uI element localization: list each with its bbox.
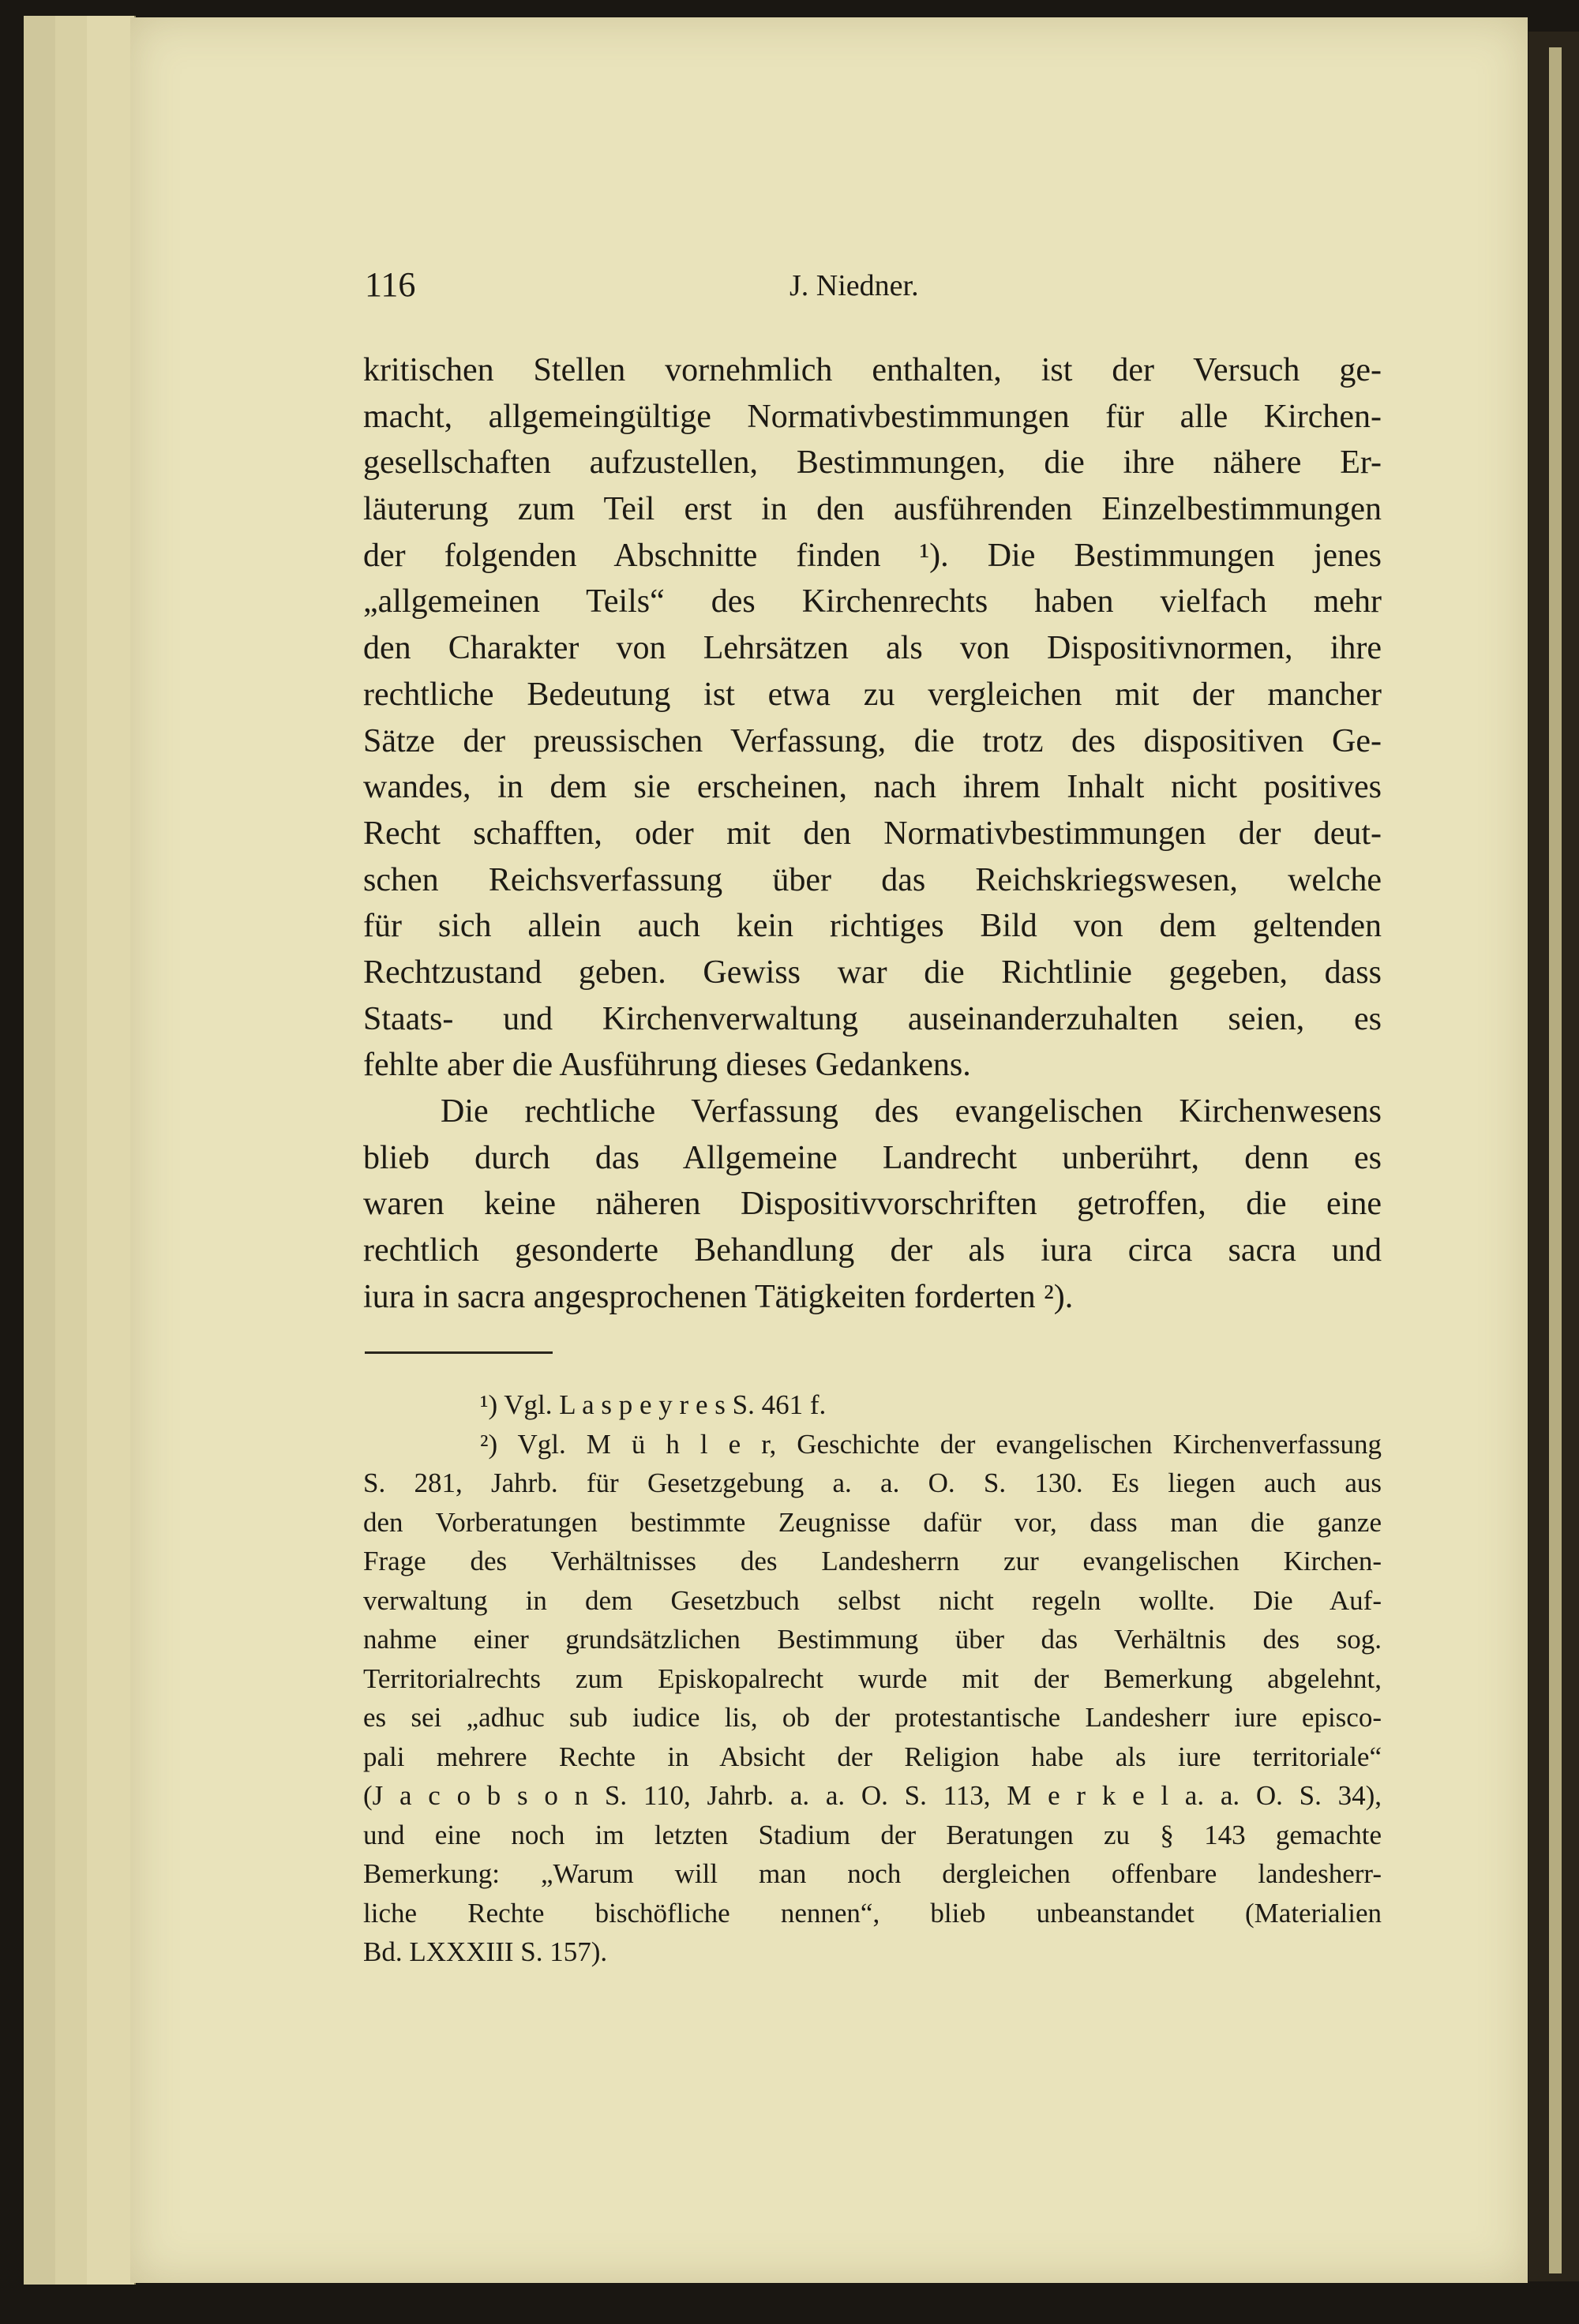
text-line: Recht schafften, oder mit den Normativbestimmungen der deut-: [363, 815, 1382, 852]
text-line: (J a c o b s o n S. 110, Jahrb. a. a. O. S. 113, M e r k e l a. a. O. S. 34),: [363, 1780, 1382, 1811]
text-line: rechtliche Bedeutung ist etwa zu vergleichen mit der mancher: [363, 676, 1382, 713]
page-number: 116: [365, 265, 416, 304]
text-line: es sei „adhuc sub iudice lis, ob der protestantische Landesherr iure episco-: [363, 1702, 1382, 1733]
text-line: fehlte aber die Ausführung dieses Gedankens.: [363, 1047, 971, 1084]
text-line: wandes, in dem sie erscheinen, nach ihrem Inhalt nicht positives: [363, 769, 1382, 806]
text-line: „allgemeinen Teils“ des Kirchenrechts haben vielfach mehr: [363, 583, 1382, 620]
text-line: waren keine näheren Dispositivvorschriften getroffen, die eine: [363, 1186, 1382, 1223]
text-line: ²) Vgl. M ü h l e r, Geschichte der evangelischen Kirchenverfassung: [480, 1428, 1382, 1460]
text-line: und eine noch im letzten Stadium der Beratungen zu § 143 gemachte: [363, 1819, 1382, 1850]
footnote-2: [363, 1425, 1382, 1972]
text-line: den Charakter von Lehrsätzen als von Dispositivnormen, ihre: [363, 630, 1382, 667]
page-stack-edge: [87, 16, 136, 2285]
text-line: Bd. LXXXIII S. 157).: [363, 1936, 608, 1967]
paragraph-2: [363, 1089, 1382, 1320]
text-line: blieb durch das Allgemeine Landrecht unberührt, denn es: [363, 1139, 1382, 1176]
text-line: S. 281, Jahrb. für Gesetzgebung a. a. O. S. 130. Es liegen auch aus: [363, 1467, 1382, 1498]
text-line: Staats- und Kirchenverwaltung auseinanderzuhalten seien, es: [363, 1000, 1382, 1037]
text-line: der folgenden Abschnitte finden ¹). Die Bestimmungen jenes: [363, 537, 1382, 574]
text-line: den Vorberatungen bestimmte Zeugnisse dafür vor, dass man die ganze: [363, 1506, 1382, 1538]
text-line: pali mehrere Rechte in Absicht der Religion habe als iure territoriale“: [363, 1741, 1382, 1772]
text-line: Bemerkung: „Warum will man noch dergleichen offenbare landesherr-: [363, 1858, 1382, 1889]
paragraph-1: [363, 347, 1382, 1089]
text-line: für sich allein auch kein richtiges Bild von dem geltenden: [363, 908, 1382, 945]
text-line: gesellschaften aufzustellen, Bestimmungen, die ihre nähere Er-: [363, 444, 1382, 482]
text-line: läuterung zum Teil erst in den ausführenden Einzelbestimmungen: [363, 491, 1382, 528]
text-line: verwaltung in dem Gesetzbuch selbst nicht regeln wollte. Die Auf-: [363, 1584, 1382, 1616]
right-page-edge-light: [1549, 47, 1562, 2273]
footnote-rule: [365, 1351, 553, 1354]
footnote-1: [363, 1385, 1382, 1425]
text-line: schen Reichsverfassung über das Reichskriegswesen, welche: [363, 861, 1382, 898]
text-line: ¹) Vgl. L a s p e y r e s S. 461 f.: [480, 1389, 827, 1420]
running-title: J. Niedner.: [790, 269, 919, 302]
text-line: kritischen Stellen vornehmlich enthalten, ist der Versuch ge-: [363, 352, 1382, 388]
footnotes: [363, 1385, 1382, 1972]
text-line: Sätze der preussischen Verfassung, die trotz des dispositiven Ge-: [363, 722, 1382, 759]
text-line: nahme einer grundsätzlichen Bestimmung über das Verhältnis des sog.: [363, 1624, 1382, 1655]
body-text: [363, 347, 1382, 1320]
text-line: Frage des Verhältnisses des Landesherrn zur evangelischen Kirchen-: [363, 1546, 1382, 1576]
text-line: macht, allgemeingültige Normativbestimmungen für alle Kirchen-: [363, 398, 1382, 435]
text-line: rechtlich gesonderte Behandlung der als iura circa sacra und: [363, 1232, 1382, 1269]
text-line: liche Rechte bischöfliche nennen“, blieb unbeanstandet (Materialien: [363, 1897, 1382, 1929]
text-line: Die rechtliche Verfassung des evangelischen Kirchenwesens: [441, 1093, 1382, 1130]
text-line: Territorialrechts zum Episkopalrecht wurde mit der Bemerkung abgelehnt,: [363, 1662, 1382, 1694]
text-line: iura in sacra angesprochenen Tätigkeiten forderten ²).: [363, 1278, 1074, 1315]
text-line: Rechtzustand geben. Gewiss war die Richtlinie gegeben, dass: [363, 954, 1382, 991]
